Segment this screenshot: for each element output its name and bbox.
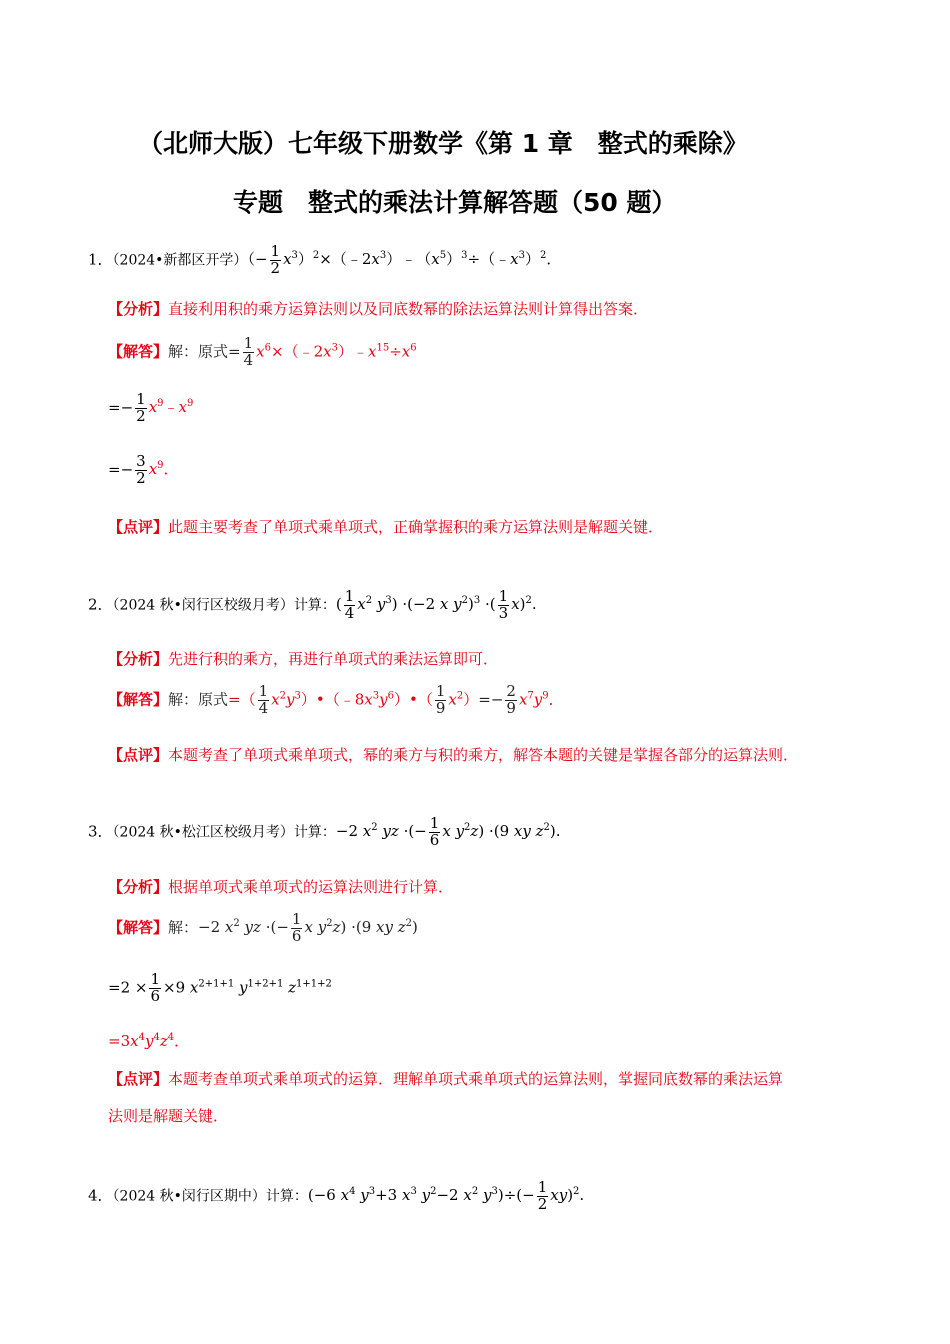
page-subtitle: 专题 整式的乘法计算解答题（50 题）	[233, 188, 677, 217]
q1-analysis: 【分析】直接利用积的乘方运算法则以及同底数幂的除法运算法则计算得出答案．	[108, 300, 649, 318]
q3-analysis: 【分析】根据单项式乘单项式的运算法则进行计算．	[108, 878, 454, 896]
question-4: 4．（2024 秋•闵行区期中）计算：(−6 $x^4$ $y^3+3$ $x^3$ $y^2-2$ $x^2$ $y^3)\div(-$ $\frac{1}{2}$ xy)$^2$.	[88, 1178, 585, 1213]
q3-comment-cont: 法则是解题关键．	[108, 1107, 229, 1125]
question-2: 2．（2024 秋•闵行区校级月考）计算：( $\frac{1}{4}$ $x^2$ $y^3) \cdot(-2$ x $y^2)^3$ ·( $\frac{1}{3}$ x)$^2$.	[88, 587, 537, 622]
q3-comment: 【点评】本题考查单项式乘单项式的运算．理解单项式乘单项式的运算法则，掌握同底数幂的乘法运算	[108, 1070, 784, 1088]
page-title: （北师大版）七年级下册数学《第 1 章 整式的乘除》	[138, 129, 748, 158]
q1-comment: 【点评】此题主要考查了单项式乘单项式，正确掌握积的乘方运算法则是解题关键．	[108, 518, 664, 536]
q3-answer: 【解答】解：−2 $x^2$ yz ·(− $\frac{1}{6}$ x $y^2z) \cdot(9$ xy $z^2$)	[108, 910, 418, 945]
q2-comment: 【点评】本题考查了单项式乘单项式，幂的乘方与积的乘方，解答本题的关键是掌握各部分的运算法则．	[108, 746, 799, 764]
q2-answer: 【解答】解：原式=（ $\frac{1}{4}$ $x^2y^3)•(﹣8x^3y^6)•$（ $\frac{1}{9}$ $x^2)=-$ $\frac{2}{9}$ $x^7y^9$．	[108, 682, 564, 717]
question-3: 3．（2024 秋•松江区校级月考）计算：−2 $x^2$ yz ·(− $\frac{1}{6}$ x $y^2z) \cdot(9$ xy $z^2$).	[88, 814, 561, 849]
q3-step-2: =2 × $\frac{1}{6}$ ×9 $x^{2+1+1}$ $y^{1+2+1}$ $z^{1+1+2}$	[108, 970, 332, 1005]
q1-step-3: =− $\frac{3}{2}$ $x^9$．	[108, 452, 179, 487]
question-1: 1．（2024•新都区开学）（− $\frac{1}{2}$ $x^3)^2\times(﹣2x^3)﹣(x^5)^3\div(﹣x^3)^2$．	[88, 242, 562, 277]
q2-analysis: 【分析】先进行积的乘方，再进行单项式的乘法运算即可．	[108, 650, 499, 668]
q3-step-3: $=3x^4y^4z^4$．	[108, 1032, 190, 1050]
q1-step-2: =− $\frac{1}{2}$ $x^9﹣x^9$	[108, 390, 194, 425]
q1-answer: 【解答】解：原式= $\frac{1}{4}$ $x^6\times(﹣2x^3)﹣x^{15}\div x^6$	[108, 334, 417, 369]
